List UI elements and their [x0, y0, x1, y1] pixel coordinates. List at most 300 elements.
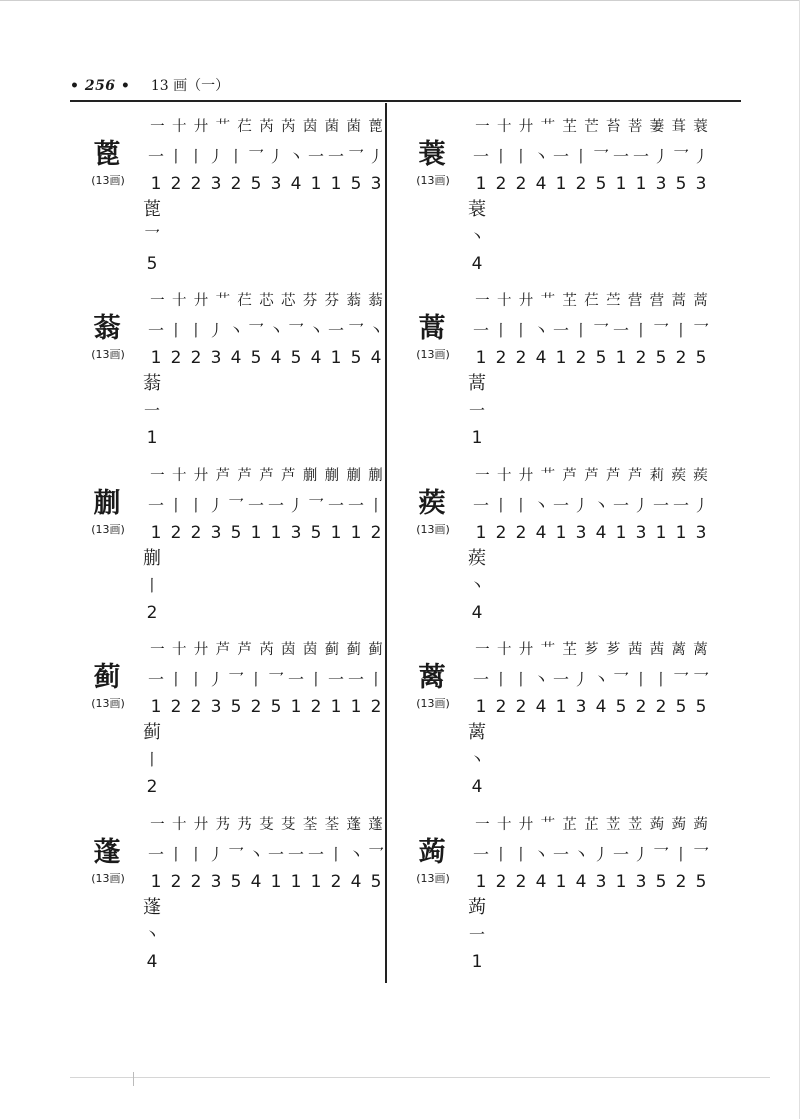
stroke-glyph: 乛 [227, 670, 244, 689]
progression-char: 蓬 [346, 817, 360, 833]
progression-char: 营 [627, 293, 642, 309]
entry-block [78, 810, 384, 980]
stroke-code: 2 [190, 523, 202, 543]
stroke-glyph: 一 [147, 496, 164, 515]
stroke-glyph: 丿 [207, 845, 224, 864]
stroke-code: 4 [575, 872, 587, 892]
stroke-glyph: 丶 [592, 670, 609, 689]
stroke-glyph: 丨 [512, 496, 529, 515]
progression-char: 芦 [215, 468, 230, 484]
progression-char: 艹 [540, 817, 555, 833]
progression-char: 十 [496, 817, 511, 833]
progression-char: 芯 [281, 293, 295, 309]
stroke-code: 3 [290, 523, 302, 543]
stroke-sequence [471, 495, 711, 517]
progression-char: 一 [150, 817, 164, 833]
stroke-glyph: 丶 [287, 147, 304, 166]
stroke-glyph: 一 [267, 496, 284, 515]
stroke-code: 2 [575, 174, 587, 194]
stroke-glyph: 一 [327, 147, 344, 166]
progression-char: 芦 [562, 468, 576, 484]
stroke-glyph: 丶 [247, 845, 264, 864]
stroke-glyph: 乛 [592, 321, 609, 340]
stroke-code: 3 [210, 697, 222, 717]
progression-char: 芦 [215, 642, 230, 658]
stroke-glyph: 乛 [227, 496, 244, 515]
stroke-glyph: 丿 [652, 147, 669, 166]
progression-char: 蒟 [671, 817, 685, 833]
progression-char: 廾 [518, 817, 533, 833]
progression-char: 菌 [346, 119, 360, 135]
stroke-glyph: 丨 [572, 321, 589, 340]
stroke-glyph: 丨 [247, 670, 264, 689]
stroke-glyph: 丶 [532, 496, 549, 515]
stroke-code: 1 [290, 697, 302, 717]
progression-char: 芏 [562, 642, 576, 658]
stroke-sequence [146, 146, 386, 168]
progression-char: 艿 [237, 817, 251, 833]
stroke-code: 1 [555, 697, 567, 717]
stroke-count-note: (13画) [416, 174, 450, 187]
progression-char: 蓖 [368, 119, 382, 135]
stroke-glyph: 一 [147, 670, 164, 689]
continuation-code: 4 [471, 777, 483, 797]
stroke-glyph: 一 [552, 321, 569, 340]
section-title: 13 画（一） [150, 78, 230, 94]
stroke-glyph: 丨 [672, 321, 689, 340]
stroke-code: 2 [190, 348, 202, 368]
stroke-glyph: 丶 [267, 321, 284, 340]
entry-character: 蓬 [93, 837, 121, 868]
stroke-code: 2 [515, 872, 527, 892]
stroke-glyph: 一 [612, 147, 629, 166]
stroke-code: 5 [675, 174, 687, 194]
stroke-glyph: 一 [307, 845, 324, 864]
entry-block [403, 461, 709, 631]
stroke-code: 1 [475, 174, 487, 194]
stroke-glyph: 一 [327, 670, 344, 689]
progression-char: 廾 [518, 642, 533, 658]
progression-char: 艹 [215, 119, 230, 135]
continuation-code: 1 [471, 952, 483, 972]
progression-char: 荃 [324, 817, 339, 833]
stroke-code: 2 [170, 174, 182, 194]
stroke-code: 5 [250, 348, 262, 368]
stroke-glyph: 乛 [287, 321, 304, 340]
stroke-glyph: 丨 [512, 147, 529, 166]
stroke-code: 1 [555, 348, 567, 368]
stroke-code: 2 [635, 697, 647, 717]
stroke-glyph: 丨 [512, 670, 529, 689]
stroke-glyph: 丨 [672, 845, 689, 864]
progression-char: 芷 [562, 817, 576, 833]
progression-char: 廾 [193, 468, 208, 484]
stroke-code: 4 [230, 348, 242, 368]
continuation-code: 4 [471, 254, 483, 274]
stroke-glyph: 一 [347, 496, 364, 515]
progression-char: 葺 [671, 119, 685, 135]
stroke-code: 2 [370, 697, 382, 717]
stroke-code-sequence [146, 346, 386, 370]
progression-char: 一 [475, 642, 489, 658]
stroke-code: 4 [250, 872, 262, 892]
stroke-code: 2 [515, 174, 527, 194]
stroke-count-note: (13画) [416, 348, 450, 361]
progression-char: 艹 [540, 468, 555, 484]
progression-char: 蓟 [368, 642, 382, 658]
progression-char: 芏 [562, 119, 576, 135]
stroke-code: 3 [210, 174, 222, 194]
stroke-code: 5 [310, 523, 322, 543]
stroke-glyph: 乛 [672, 670, 689, 689]
progression-char: 廾 [193, 119, 208, 135]
stroke-glyph: 乛 [692, 321, 709, 340]
stroke-count-note: (13画) [91, 174, 125, 187]
continuation-character: 蒿 [468, 373, 486, 394]
stroke-glyph: 一 [327, 321, 344, 340]
footer-tick [133, 1072, 134, 1086]
stroke-glyph: 乛 [267, 670, 284, 689]
stroke-glyph: 乛 [652, 845, 669, 864]
footer-rule [70, 1077, 770, 1078]
stroke-glyph: 丨 [512, 845, 529, 864]
progression-char: 十 [496, 119, 511, 135]
stroke-progression [146, 812, 386, 838]
progression-char: 芦 [259, 468, 273, 484]
continuation-code: 2 [146, 777, 158, 797]
progression-char: 蓑 [693, 119, 707, 135]
stroke-count-note: (13画) [91, 872, 125, 885]
stroke-glyph: 丶 [532, 845, 549, 864]
progression-char: 蒟 [693, 817, 707, 833]
stroke-glyph: 丿 [632, 845, 649, 864]
progression-char: 蒯 [324, 468, 339, 484]
progression-char: 十 [496, 293, 511, 309]
stroke-code: 2 [495, 872, 507, 892]
progression-char: 芢 [237, 119, 251, 135]
stroke-glyph: 乛 [652, 321, 669, 340]
stroke-progression [146, 637, 386, 663]
stroke-glyph: 丨 [187, 496, 204, 515]
progression-char: 芮 [281, 119, 295, 135]
progression-char: 苙 [606, 817, 620, 833]
continuation-character: 蓠 [468, 722, 486, 743]
stroke-code: 4 [370, 348, 382, 368]
stroke-code: 5 [695, 348, 707, 368]
progression-char: 蓟 [346, 642, 360, 658]
stroke-code-sequence [471, 346, 711, 370]
stroke-glyph: 一 [552, 496, 569, 515]
entry-character: 蒺 [418, 488, 446, 519]
stroke-glyph: 丶 [532, 670, 549, 689]
stroke-glyph: 乛 [367, 845, 384, 864]
continuation-code: 2 [146, 603, 158, 623]
progression-char: 艹 [540, 642, 555, 658]
stroke-code: 2 [515, 697, 527, 717]
continuation-code: 5 [146, 254, 158, 274]
stroke-glyph: 丨 [512, 321, 529, 340]
stroke-glyph: 一 [147, 845, 164, 864]
stroke-glyph: 一 [347, 670, 364, 689]
stroke-progression [146, 463, 386, 489]
stroke-code: 2 [190, 872, 202, 892]
stroke-code: 1 [330, 523, 342, 543]
stroke-glyph: 丨 [572, 147, 589, 166]
stroke-code: 1 [555, 523, 567, 543]
stroke-glyph: 一 [652, 496, 669, 515]
stroke-glyph: 一 [472, 670, 489, 689]
stroke-glyph: 丶 [367, 321, 384, 340]
progression-char: 芬 [324, 293, 339, 309]
progression-char: 廾 [518, 119, 533, 135]
stroke-code: 5 [595, 174, 607, 194]
stroke-code: 4 [535, 697, 547, 717]
stroke-glyph: 丨 [632, 670, 649, 689]
stroke-glyph: 丨 [187, 147, 204, 166]
continuation-code: 1 [471, 428, 483, 448]
progression-char: 芗 [584, 642, 598, 658]
stroke-glyph: 一 [327, 496, 344, 515]
entry-character: 蓑 [418, 139, 446, 170]
stroke-code: 5 [250, 174, 262, 194]
progression-char: 芦 [237, 468, 251, 484]
stroke-code: 2 [310, 697, 322, 717]
continuation-stroke: 一 [143, 401, 160, 420]
stroke-code: 2 [495, 697, 507, 717]
continuation-code: 4 [146, 952, 158, 972]
progression-char: 营 [649, 293, 664, 309]
stroke-count-note: (13画) [416, 523, 450, 536]
stroke-glyph: 丨 [167, 321, 184, 340]
stroke-code-sequence [146, 870, 386, 894]
stroke-glyph: 一 [672, 496, 689, 515]
entry-block [78, 635, 384, 805]
stroke-glyph: 丶 [227, 321, 244, 340]
progression-char: 芦 [584, 468, 598, 484]
entry-character: 蓟 [93, 662, 121, 693]
stroke-glyph: 丶 [347, 845, 364, 864]
progression-char: 艹 [540, 293, 555, 309]
stroke-code: 1 [555, 872, 567, 892]
stroke-code: 3 [695, 174, 707, 194]
progression-char: 蓬 [368, 817, 382, 833]
stroke-code: 1 [150, 697, 162, 717]
progression-char: 芟 [281, 817, 295, 833]
stroke-code-sequence [471, 521, 711, 545]
continuation-stroke: 乛 [143, 227, 160, 246]
entry-block [403, 112, 709, 282]
progression-char: 廾 [193, 293, 208, 309]
stroke-sequence [471, 844, 711, 866]
progression-char: 芦 [627, 468, 642, 484]
stroke-code: 1 [310, 174, 322, 194]
progression-char: 十 [496, 642, 511, 658]
progression-char: 廾 [518, 293, 533, 309]
stroke-count-note: (13画) [91, 697, 125, 710]
progression-char: 芦 [237, 642, 251, 658]
stroke-glyph: 丿 [207, 321, 224, 340]
stroke-code: 1 [675, 523, 687, 543]
stroke-code: 3 [270, 174, 282, 194]
stroke-code: 1 [615, 174, 627, 194]
progression-char: 蓊 [346, 293, 360, 309]
progression-char: 茵 [281, 642, 295, 658]
continuation-character: 蒺 [468, 548, 486, 569]
entry-character: 蒿 [418, 313, 446, 344]
progression-char: 蒯 [368, 468, 382, 484]
stroke-glyph: 一 [267, 845, 284, 864]
stroke-code: 3 [210, 872, 222, 892]
stroke-code: 1 [330, 174, 342, 194]
progression-char: 芢 [237, 293, 251, 309]
stroke-code: 1 [150, 174, 162, 194]
stroke-code: 1 [615, 348, 627, 368]
header-rule [70, 100, 741, 102]
stroke-code: 1 [475, 348, 487, 368]
stroke-glyph: 丨 [327, 845, 344, 864]
stroke-glyph: 乛 [612, 670, 629, 689]
stroke-progression [471, 812, 711, 838]
stroke-glyph: 丨 [367, 670, 384, 689]
stroke-glyph: 丿 [572, 496, 589, 515]
stroke-code-sequence [146, 172, 386, 196]
stroke-glyph: 一 [307, 147, 324, 166]
stroke-glyph: 一 [552, 845, 569, 864]
stroke-code-sequence [471, 870, 711, 894]
progression-char: 一 [150, 293, 164, 309]
page-top-edge [0, 0, 800, 1]
stroke-code: 2 [495, 174, 507, 194]
progression-char: 苎 [606, 293, 620, 309]
stroke-code: 4 [310, 348, 322, 368]
stroke-code: 4 [595, 523, 607, 543]
progression-char: 茜 [649, 642, 664, 658]
stroke-code: 5 [230, 872, 242, 892]
stroke-code: 4 [535, 348, 547, 368]
stroke-code: 5 [655, 872, 667, 892]
progression-char: 芏 [562, 293, 576, 309]
stroke-code: 2 [170, 523, 182, 543]
stroke-count-note: (13画) [91, 523, 125, 536]
stroke-code: 2 [250, 697, 262, 717]
stroke-glyph: 丨 [167, 670, 184, 689]
entry-block [403, 286, 709, 456]
stroke-code: 2 [635, 348, 647, 368]
stroke-glyph: 一 [612, 496, 629, 515]
stroke-code-sequence [146, 695, 386, 719]
stroke-code: 1 [150, 872, 162, 892]
progression-char: 蒿 [671, 293, 685, 309]
stroke-glyph: 丨 [227, 147, 244, 166]
entry-block [78, 112, 384, 282]
stroke-code: 1 [310, 872, 322, 892]
stroke-glyph: 乛 [247, 321, 264, 340]
stroke-code: 5 [230, 697, 242, 717]
stroke-progression [146, 288, 386, 314]
progression-char: 芬 [302, 293, 317, 309]
stroke-sequence [471, 146, 711, 168]
stroke-code: 1 [635, 174, 647, 194]
stroke-glyph: 一 [612, 321, 629, 340]
progression-char: 芟 [259, 817, 273, 833]
entry-character: 蒯 [93, 488, 121, 519]
progression-char: 菌 [324, 119, 339, 135]
progression-char: 艹 [540, 119, 555, 135]
stroke-glyph: 丿 [207, 147, 224, 166]
stroke-glyph: 一 [552, 147, 569, 166]
stroke-code: 3 [655, 174, 667, 194]
stroke-glyph: 一 [247, 496, 264, 515]
stroke-glyph: 丶 [532, 321, 549, 340]
continuation-character: 蓑 [468, 199, 486, 220]
stroke-code-sequence [471, 172, 711, 196]
stroke-glyph: 一 [472, 321, 489, 340]
stroke-code: 3 [635, 523, 647, 543]
entry-character: 蓊 [93, 313, 121, 344]
stroke-glyph: 丨 [632, 321, 649, 340]
stroke-glyph: 乛 [227, 845, 244, 864]
stroke-glyph: 丨 [187, 845, 204, 864]
progression-char: 十 [171, 642, 186, 658]
stroke-code: 3 [575, 697, 587, 717]
stroke-code: 5 [230, 523, 242, 543]
stroke-code: 5 [595, 348, 607, 368]
continuation-stroke: 丶 [468, 576, 485, 595]
stroke-code: 4 [595, 697, 607, 717]
stroke-code: 5 [615, 697, 627, 717]
page-number: • 256 • [70, 78, 131, 94]
stroke-glyph: 一 [287, 670, 304, 689]
progression-char: 茵 [302, 642, 317, 658]
continuation-stroke: 丨 [143, 576, 160, 595]
progression-char: 艿 [215, 817, 230, 833]
stroke-code: 3 [575, 523, 587, 543]
continuation-character: 蒟 [468, 897, 486, 918]
stroke-sequence [146, 844, 386, 866]
stroke-code: 5 [350, 174, 362, 194]
stroke-code: 2 [495, 523, 507, 543]
stroke-code: 5 [695, 872, 707, 892]
stroke-glyph: 乛 [347, 147, 364, 166]
stroke-code: 4 [535, 174, 547, 194]
entry-block [78, 286, 384, 456]
stroke-glyph: 丿 [592, 845, 609, 864]
progression-char: 一 [150, 119, 164, 135]
stroke-glyph: 丶 [592, 496, 609, 515]
progression-char: 蒯 [346, 468, 360, 484]
stroke-code: 1 [290, 872, 302, 892]
stroke-glyph: 丿 [572, 670, 589, 689]
progression-char: 苔 [606, 119, 620, 135]
continuation-character: 蒯 [143, 548, 161, 569]
stroke-sequence [146, 495, 386, 517]
progression-char: 十 [171, 817, 186, 833]
stroke-glyph: 乛 [307, 496, 324, 515]
progression-char: 茜 [627, 642, 642, 658]
stroke-code: 1 [475, 697, 487, 717]
stroke-code: 3 [595, 872, 607, 892]
stroke-code: 3 [210, 348, 222, 368]
progression-char: 十 [496, 468, 511, 484]
stroke-glyph: 丿 [207, 496, 224, 515]
stroke-sequence [471, 320, 711, 342]
continuation-stroke: 丶 [468, 227, 485, 246]
continuation-stroke: 丶 [468, 750, 485, 769]
stroke-sequence [146, 320, 386, 342]
continuation-stroke: 丶 [143, 925, 160, 944]
stroke-glyph: 一 [612, 845, 629, 864]
stroke-progression [471, 288, 711, 314]
